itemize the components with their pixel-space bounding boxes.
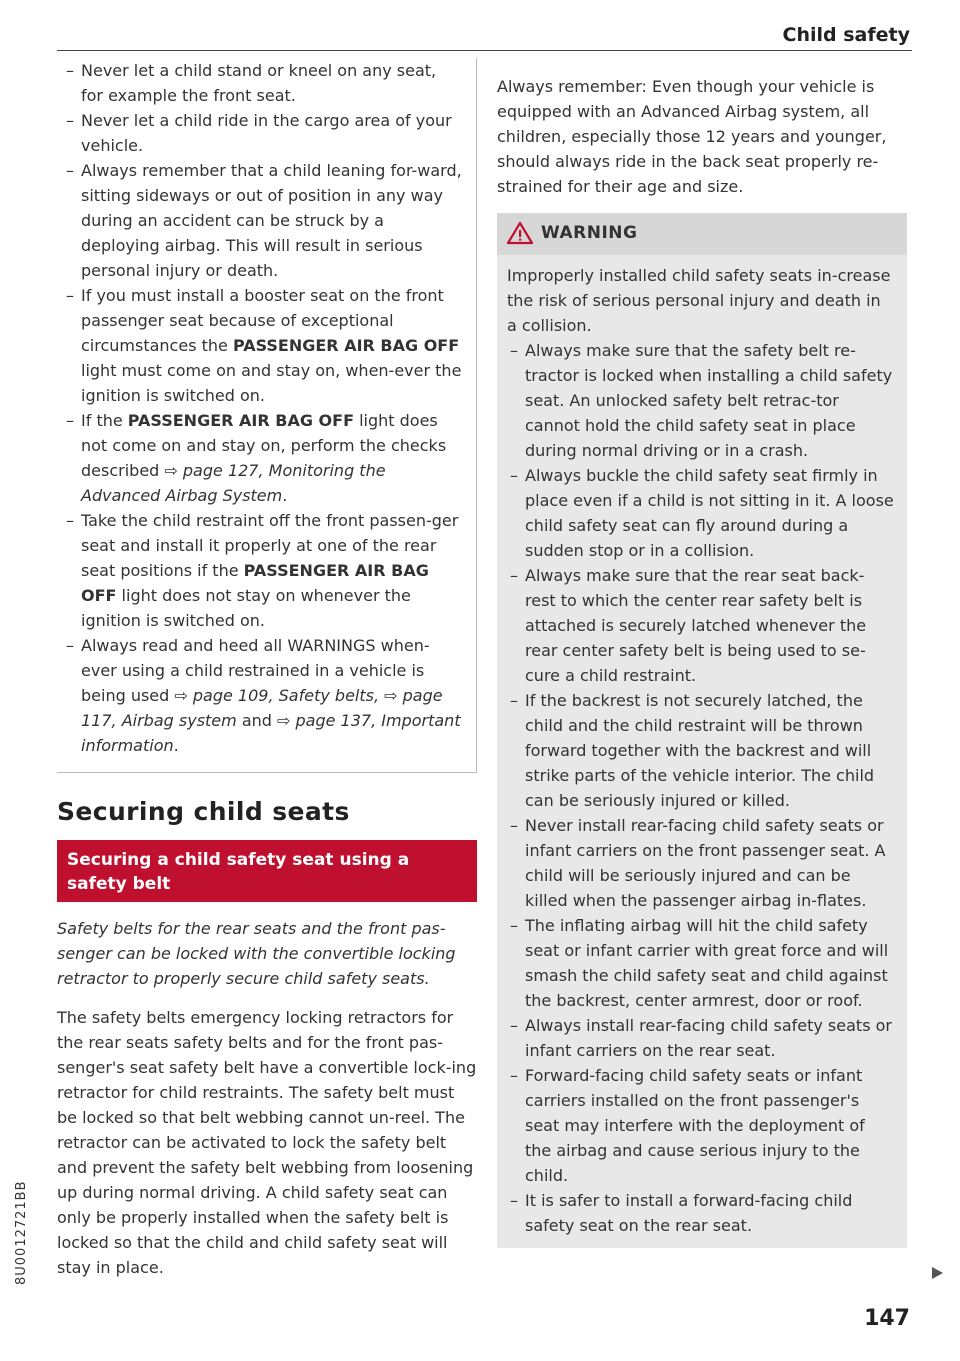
text-run: light does not come on and stay on, perform the checks described [81, 411, 447, 480]
dash-marker: – [510, 1066, 518, 1085]
warning-item-text: Forward-facing child safety seats or infant carriers installed on the front passenger's seat may interfere with the deployment of the airbag and cause serious injury to the child. [525, 1066, 865, 1185]
warning-item [507, 463, 895, 563]
list-item [63, 158, 462, 283]
warning-item [507, 563, 895, 688]
subsection-banner: Securing a child safety seat using a safety belt [57, 840, 477, 902]
warning-item [507, 338, 895, 463]
dash-marker: – [510, 1191, 518, 1210]
dash-marker: – [510, 1016, 518, 1035]
list-item [63, 108, 462, 158]
indicator-label: PASSENGER AIR BAG OFF [127, 411, 354, 430]
warning-item-text: Always make sure that the rear seat back-rest to which the center rear safety belt is attached is securely latched whenever the rear center safety belt is being used to se-cure a child restraint. [525, 566, 867, 685]
page-number: 147 [864, 1306, 910, 1331]
text-run: Always read and heed all WARNINGS when-ever using a child restrained in a vehicle is being used [81, 636, 430, 705]
indicator-label: PASSENGER AIR BAG OFF [81, 561, 429, 605]
warning-item [507, 1188, 895, 1238]
dash-marker: – [510, 916, 518, 935]
warning-body [497, 255, 907, 1248]
warning-item [507, 1063, 895, 1188]
page-reference: ⇨ page 137, Important information [81, 711, 461, 755]
section-heading: Securing child seats [57, 797, 350, 826]
document-code: 8U0012721BB [14, 1180, 29, 1285]
warning-item [507, 1013, 895, 1063]
header-rule [57, 50, 912, 51]
dash-marker: – [510, 816, 518, 835]
text-run: and [236, 711, 278, 730]
text-run: light must come on and stay on, when-ever the ignition is switched on. [81, 361, 462, 405]
page-reference: ⇨ page 109, Safety belts, ⇨ page 117, Airbag system [81, 686, 443, 730]
dash-marker: – [66, 636, 74, 655]
section-title: Child safety [782, 24, 910, 46]
body-paragraph: The safety belts emergency locking retractors for the rear seats safety belts and for the front pas-senger's seat safety belt have a convertible lock-ing retractor for child restraints. The safety belt must be locked so that belt webbing cannot un-reel. The retractor can be activated to lock the safety belt and prevent the safety belt webbing from loosening up during normal driving. A child safety seat can only be properly installed when the safety belt is locked so that the child and child safety seat will stay in place. [57, 1008, 477, 1277]
list-item [63, 283, 462, 408]
text-run: . [173, 736, 179, 755]
warning-bullet-list [507, 338, 895, 1238]
text-run: . [282, 486, 288, 505]
dash-marker: – [66, 111, 74, 130]
text-run: If the [81, 411, 128, 430]
warning-item-text: Never install rear-facing child safety seats or infant carriers on the front passenger seat. A child will be seriously injured and can be killed when the passenger airbag in-flates. [525, 816, 886, 910]
dash-marker: – [66, 61, 74, 80]
dash-marker: – [66, 286, 74, 305]
left-column [57, 58, 477, 1280]
left-bullet-list [63, 58, 462, 758]
right-column [497, 74, 911, 1248]
warning-item [507, 688, 895, 813]
text-run: Never let a child stand or kneel on any seat, for example the front seat. [81, 61, 437, 105]
dash-marker: – [510, 341, 518, 360]
dash-marker: – [66, 511, 74, 530]
warning-item-text: Always install rear-facing child safety seats or infant carriers on the rear seat. [525, 1016, 892, 1060]
text-run: If you must install a booster seat on the front passenger seat because of exceptional circumstances the [81, 286, 444, 355]
page-reference: ⇨ page 127, Monitoring the Advanced Airbag System [81, 461, 386, 505]
text-run: Always remember that a child leaning for-ward, sitting sideways or out of position in any way during an accident can be struck by a deploying airbag. This will result in serious personal injury or death. [81, 161, 462, 280]
list-item [63, 508, 462, 633]
dash-marker: – [66, 161, 74, 180]
warning-item-text: Always buckle the child safety seat firmly in place even if a child is not sitting in it. A loose child safety seat can fly around during a sudden stop or in a collision. [525, 466, 894, 560]
warning-item-text: The inflating airbag will hit the child safety seat or infant carrier with great force and will smash the child safety seat and child against the backrest, center armrest, door or roof. [525, 916, 889, 1010]
warning-intro: Improperly installed child safety seats in-crease the risk of serious personal injury and death in a collision. [507, 266, 891, 335]
continue-arrow-icon [932, 1267, 943, 1279]
intro-paragraph: Always remember: Even though your vehicle is equipped with an Advanced Airbag system, all children, especially those 12 years and younger, should always ride in the back seat properly re-strained for their age and size. [497, 77, 887, 196]
text-run: light does not stay on whenever the ignition is switched on. [81, 586, 411, 630]
warning-box [497, 213, 907, 1248]
warning-title: WARNING [541, 223, 638, 243]
dash-marker: – [510, 466, 518, 485]
warning-header [497, 213, 907, 255]
list-item [63, 633, 462, 758]
warning-item-text: If the backrest is not securely latched, the child and the child restraint will be thrown forward together with the backrest and will strike parts of the vehicle interior. The child can be seriously injured or killed. [525, 691, 875, 810]
indicator-label: PASSENGER AIR BAG OFF [232, 336, 460, 355]
lead-paragraph: Safety belts for the rear seats and the front pas-senger can be locked with the convertible locking retractor to properly secure child safety seats. [57, 919, 456, 988]
text-run: Take the child restraint off the front passen-ger seat and install it properly at one of the rear seat positions if the [81, 511, 459, 580]
warning-item-text: It is safer to install a forward-facing child safety seat on the rear seat. [525, 1191, 853, 1235]
dash-marker: – [66, 411, 74, 430]
list-item [63, 408, 462, 508]
warning-item [507, 913, 895, 1013]
dash-marker: – [510, 691, 518, 710]
continued-warning-box [57, 58, 477, 773]
text-run: Never let a child ride in the cargo area of your vehicle. [81, 111, 452, 155]
warning-item [507, 813, 895, 913]
warning-item-text: Always make sure that the safety belt re-tractor is locked when installing a child safety seat. An unlocked safety belt retrac-tor cannot hold the child safety seat in place during normal driving or in a crash. [525, 341, 893, 460]
warning-triangle-icon [507, 221, 533, 245]
dash-marker: – [510, 566, 518, 585]
list-item [63, 58, 462, 108]
